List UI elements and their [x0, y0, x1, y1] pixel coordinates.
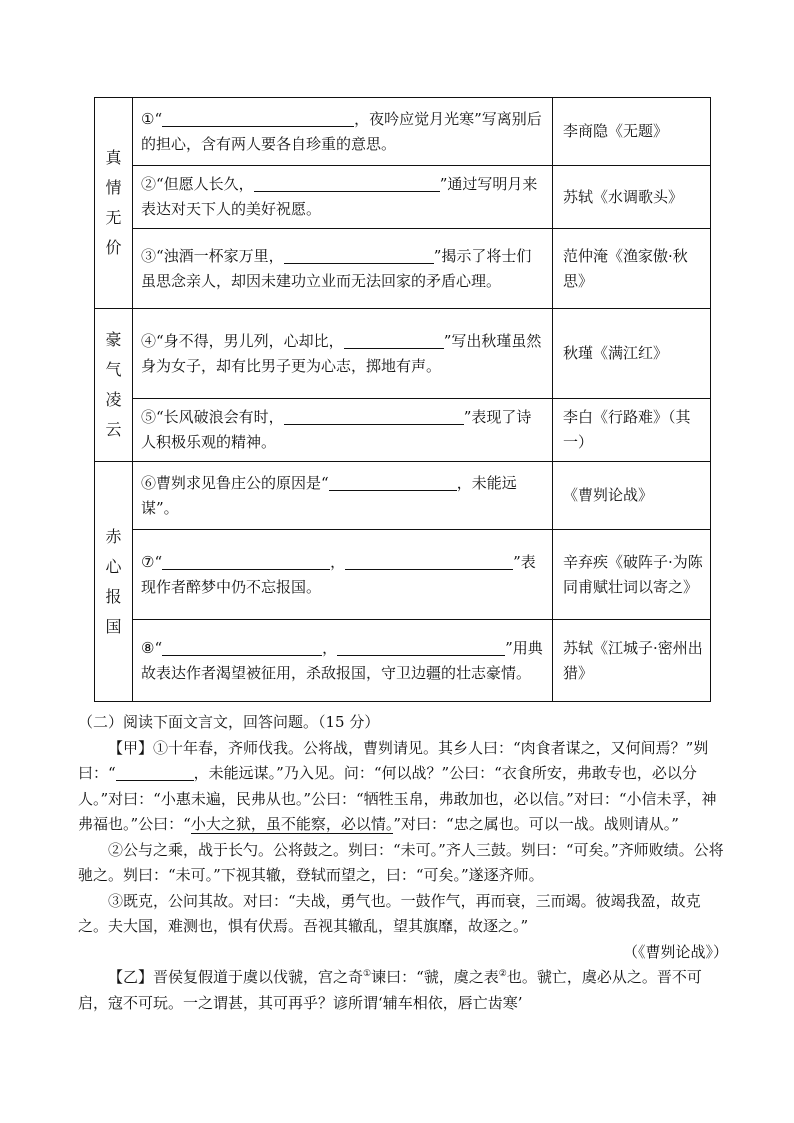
- question-number: ④: [141, 331, 157, 350]
- category-cell: 赤 心 报 国: [95, 462, 133, 702]
- source-cell: 秋瑾《满江红》: [553, 309, 711, 399]
- section-heading: （二）阅读下面文言文，回答问题。（15 分）: [78, 713, 380, 731]
- yi-paragraph: 【乙】晋侯复假道于虞以伐虢，宫之奇①谏曰：“虢，虞之表②也。虢亡，虞必从之。晋不可启，寇不可玩。一之谓甚，其可再乎？谚所谓‘辅车相依，唇亡齿寒’: [78, 968, 702, 1012]
- question-number: ⑤: [141, 408, 157, 426]
- answer-blank[interactable]: [284, 248, 434, 264]
- table-row: [95, 462, 711, 530]
- jia-paragraph-1: 【甲】①十年春，齐师伐我。公将战，曹刿请见。其乡人曰：“肉食者谋之，又何间焉？”刿曰：“ ，未能远谋。”乃入见。问：“何以战？”公曰：“衣食所安，弗敢专也，必以分人。”对曰：“小惠未遍，民弗从也。”公曰：“牺牲玉帛，弗敢加也，必以信。”对曰：“小信未孚，神弗福也。”公曰：“小大之狱，虽不能察，必以情。”对曰：“忠之属也。可以一战。战则请从。”: [78, 738, 717, 833]
- answer-blank[interactable]: [344, 333, 444, 349]
- footnote-mark: ①: [363, 969, 372, 979]
- table-row: [95, 229, 711, 309]
- answer-blank[interactable]: [162, 111, 354, 127]
- category-cell: 真 情 无 价: [95, 98, 133, 309]
- answer-blank[interactable]: [337, 640, 505, 656]
- question-number: ⑧: [141, 638, 155, 657]
- table-row: [95, 399, 711, 462]
- poetry-table: [94, 97, 711, 702]
- question-cell: ④“身不得，男儿列，心却比， ”写出秋瑾虽然身为女子，却有比男子更为心志，掷地有声。: [133, 309, 553, 399]
- answer-blank[interactable]: [345, 554, 513, 570]
- answer-blank[interactable]: [162, 640, 322, 656]
- table-row: [95, 98, 711, 166]
- table-row: [95, 166, 711, 229]
- category-cell: 豪 气 凌 云: [95, 309, 133, 462]
- source-cell: 李白《行路难》（其一）: [553, 399, 711, 462]
- question-cell: ⑤“长风破浪会有时， ”表现了诗人积极乐观的精神。: [133, 399, 553, 462]
- source-cell: 《曹刿论战》: [553, 462, 711, 530]
- question-number: ①: [141, 109, 155, 128]
- source-cell: 苏轼《江城子·密州出猎》: [553, 620, 711, 702]
- jia-paragraph-2: ②公与之乘，战于长勺。公将鼓之。刿曰：“未可。”齐人三鼓。刿曰：“可矣。”齐师败绩。公将驰之。刿曰：“未可。”下视其辙，登轼而望之，曰：“可矣。”遂逐齐师。: [78, 840, 724, 884]
- question-cell: ⑥曹刿求见鲁庄公的原因是“ ，未能远谋”。: [133, 462, 553, 530]
- underlined-sentence: 小大之狱，虽不能察，必以情。: [190, 815, 394, 833]
- table-row: [95, 309, 711, 399]
- source-cell: 辛弃疾《破阵子·为陈同甫赋壮词以寄之》: [553, 530, 711, 620]
- jia-source: （《曹刿论战》）: [622, 942, 728, 961]
- question-number: ⑦: [141, 552, 155, 571]
- question-cell: ⑧“ ， ”用典故表达作者渴望被征用，杀敌报国，守卫边疆的壮志豪情。: [133, 620, 553, 702]
- answer-blank[interactable]: [284, 409, 464, 425]
- answer-blank[interactable]: [329, 475, 457, 491]
- answer-blank[interactable]: [254, 176, 440, 192]
- question-cell: ⑦“ ， ”表现作者醉梦中仍不忘报国。: [133, 530, 553, 620]
- question-cell: ③“浊酒一杯家万里， ”揭示了将士们虽思念亲人，却因未建功立业而无法回家的矛盾心理。: [133, 229, 553, 309]
- classical-passage: [78, 710, 728, 1016]
- footnote-mark: ②: [498, 969, 507, 979]
- question-cell: ②“但愿人长久， ”通过写明月来表达对天下人的美好祝愿。: [133, 166, 553, 229]
- question-number: ⑥: [141, 473, 157, 492]
- jia-paragraph-3: ③既克，公问其故。对曰：“夫战，勇气也。一鼓作气，再而衰，三而竭。彼竭我盈，故克之。夫大国，难测也，惧有伏焉。吾视其辙乱，望其旗靡，故逐之。”: [78, 891, 701, 935]
- table-row: [95, 530, 711, 620]
- answer-blank[interactable]: [116, 765, 194, 781]
- source-cell: 苏轼《水调歌头》: [553, 166, 711, 229]
- question-number: ③: [141, 246, 157, 265]
- table-row: [95, 620, 711, 702]
- question-number: ②: [141, 175, 157, 193]
- answer-blank[interactable]: [162, 554, 330, 570]
- question-cell: ①“ ，夜吟应觉月光寒”写离别后的担心，含有两人要各自珍重的意思。: [133, 98, 553, 166]
- source-cell: 李商隐《无题》: [553, 98, 711, 166]
- source-cell: 范仲淹《渔家傲·秋思》: [553, 229, 711, 309]
